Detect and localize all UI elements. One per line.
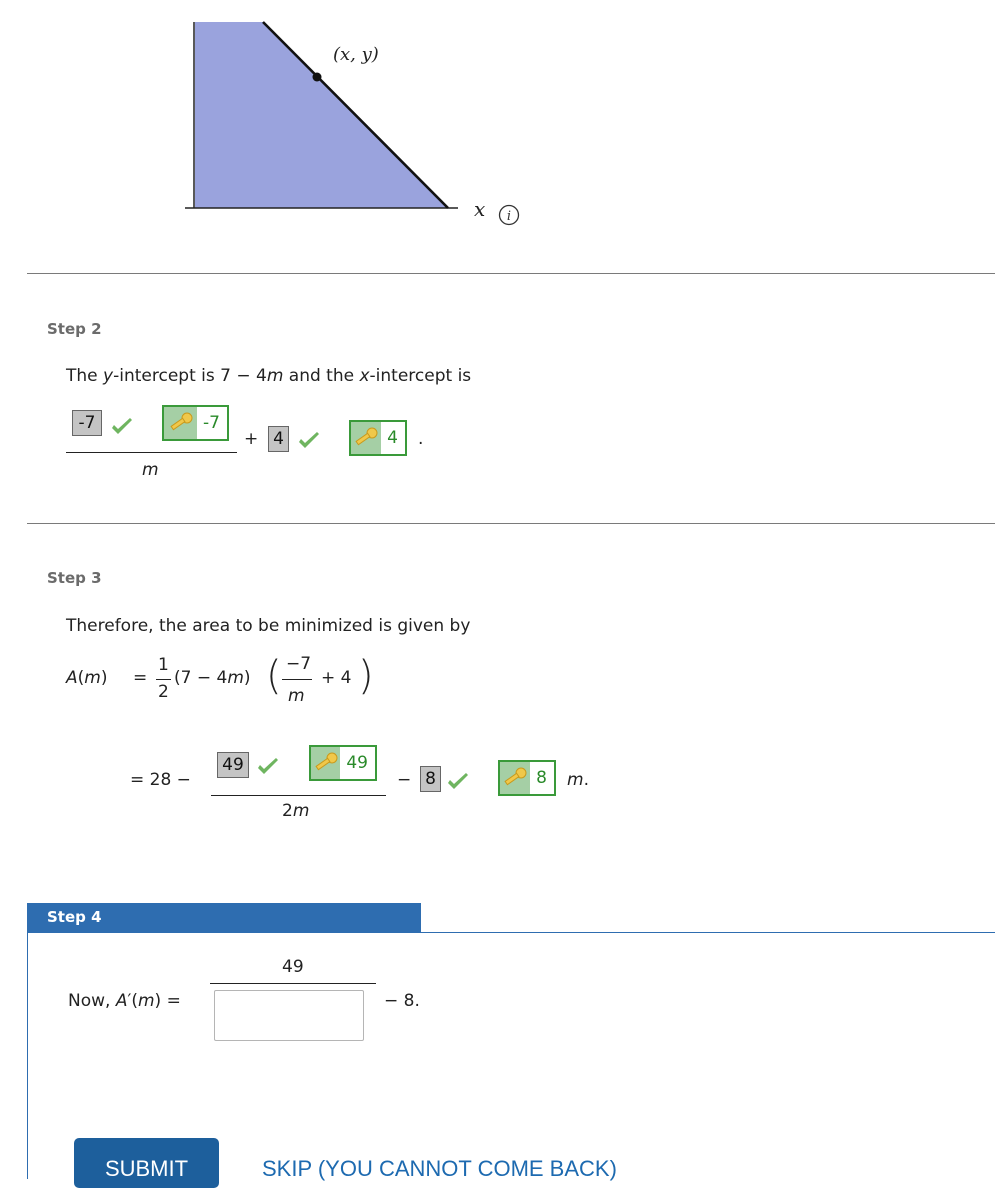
- step4-border-top: [421, 932, 995, 933]
- skip-link[interactable]: SKIP (YOU CANNOT COME BACK): [262, 1156, 617, 1181]
- fraction-bar: [210, 983, 376, 984]
- divider: [27, 523, 995, 524]
- half-denominator: 2: [158, 682, 169, 702]
- big-paren-close: ): [358, 653, 374, 699]
- correct-answer-key-1: -7: [162, 405, 229, 441]
- fraction-bar: [156, 679, 171, 680]
- step4-numerator: 49: [282, 957, 304, 977]
- shaded-region: [195, 22, 447, 208]
- check-icon: [446, 772, 470, 792]
- inner-numerator: −7: [286, 654, 312, 674]
- correct-answer-key-4: 8: [498, 760, 556, 796]
- divider: [27, 273, 995, 274]
- big-paren-open: (: [266, 653, 282, 699]
- step3-answer-2: 8: [420, 766, 441, 792]
- key-icon: [500, 762, 530, 794]
- step2-answer-2: 4: [268, 426, 289, 452]
- step4-lhs: Now, A′(m) =: [68, 991, 181, 1011]
- line2-tail: m.: [567, 770, 589, 790]
- area-lhs: A(m): [66, 668, 108, 688]
- check-icon: [110, 417, 134, 437]
- step4-tail: − 8.: [384, 991, 420, 1011]
- svg-text:i: i: [506, 209, 512, 224]
- point-label: (x, y): [333, 44, 379, 65]
- key-icon: [351, 422, 381, 454]
- line2-denominator: 2m: [282, 801, 310, 821]
- fraction-bar: [66, 452, 237, 453]
- correct-answer-key-3: 49: [309, 745, 377, 781]
- check-icon: [256, 757, 280, 777]
- plus-sign: +: [244, 429, 259, 449]
- step2-sentence: The y-intercept is 7 − 4m and the x-intercept is: [66, 366, 472, 386]
- correct-answer-key-2: 4: [349, 420, 407, 456]
- step4-title: Step 4: [27, 903, 421, 933]
- step2-answer-1: -7: [72, 410, 102, 436]
- half-numerator: 1: [158, 655, 169, 675]
- line2-prefix: = 28 −: [130, 770, 191, 790]
- key-icon: [311, 747, 340, 779]
- submit-button[interactable]: SUBMIT: [74, 1138, 219, 1188]
- point-marker: [313, 73, 322, 82]
- key-icon: [164, 407, 197, 439]
- step4-border-left: [27, 933, 28, 1179]
- info-icon[interactable]: [498, 204, 520, 226]
- x-axis-label: x: [474, 197, 486, 221]
- inner-plus: + 4: [321, 668, 352, 688]
- step3-intro: Therefore, the area to be minimized is given by: [66, 616, 471, 636]
- step2-title: Step 2: [47, 320, 102, 338]
- period: .: [418, 429, 424, 449]
- check-icon: [297, 431, 321, 451]
- equals-sign: =: [133, 668, 148, 688]
- fraction-bar: [282, 679, 312, 680]
- inner-denominator: m: [288, 686, 305, 706]
- step3-title: Step 3: [47, 569, 102, 587]
- minus-sign: −: [397, 770, 412, 790]
- answer-input[interactable]: [214, 990, 364, 1041]
- factor: (7 − 4m): [174, 668, 251, 688]
- fraction-bar: [211, 795, 386, 796]
- step3-answer-1: 49: [217, 752, 249, 778]
- step2-denominator: m: [142, 460, 159, 480]
